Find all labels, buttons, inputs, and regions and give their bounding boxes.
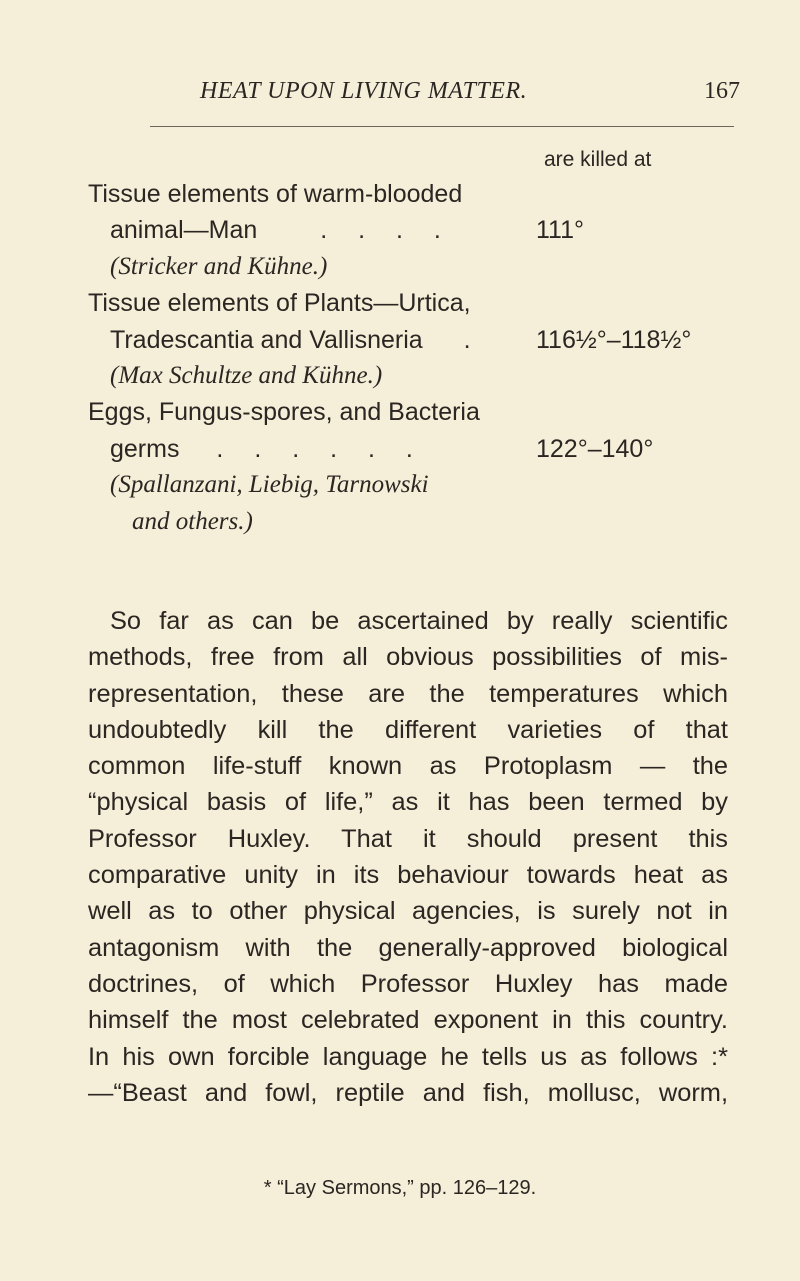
leader-dots: . . . . . . bbox=[216, 434, 425, 463]
body-line: In his own forcible language he tells us as follows :* bbox=[88, 1042, 728, 1071]
table-row-label-line: Tissue elements of warm-blooded bbox=[88, 180, 463, 208]
body-line: undoubtedly kill the different varieties of that bbox=[88, 715, 728, 744]
body-line: common life-stuff known as Protoplasm — the bbox=[88, 752, 728, 781]
table-row-authority: (Max Schultze and Kühne.) bbox=[110, 361, 383, 389]
body-line: antagonism with the generally-approved biological bbox=[88, 933, 728, 962]
body-line: “physical basis of life,” as it has been termed by bbox=[88, 788, 728, 817]
table-column-heading: are killed at bbox=[544, 148, 652, 171]
table-row-label-line: Tradescantia and Vallisneria . 116½°–118½° bbox=[88, 322, 728, 358]
table-row-label-line: Eggs, Fungus-spores, and Bacteria bbox=[88, 398, 480, 427]
table-row-authority: (Stricker and Kühne.) bbox=[110, 252, 328, 280]
body-line: well as to other physical agencies, is surely not in bbox=[88, 897, 728, 926]
temperature-table bbox=[88, 176, 728, 540]
temperature-value: 122°–140° bbox=[536, 434, 654, 463]
leader-dots: . bbox=[463, 325, 483, 354]
table-row-authority: and others.) bbox=[132, 507, 253, 535]
table-row-label-line: germs . . . . . . 122°–140° bbox=[88, 431, 728, 467]
body-line: So far as can be ascertained by really scientific bbox=[110, 607, 728, 635]
table-row-label-line: Tissue elements of Plants—Urtica, bbox=[88, 289, 471, 318]
body-line: methods, free from all obvious possibilities of mis- bbox=[88, 643, 728, 672]
table-row-label-line: animal—Man . . . . 111° bbox=[88, 212, 728, 248]
body-line: comparative unity in its behaviour towards heat as bbox=[88, 861, 728, 890]
body-line: Professor Huxley. That it should present this bbox=[88, 824, 728, 853]
body-line: —“Beast and fowl, reptile and fish, mollusc, worm, bbox=[88, 1078, 728, 1107]
body-line: doctrines, of which Professor Huxley has made bbox=[88, 969, 728, 998]
table-row-authority: (Spallanzani, Liebig, Tarnowski bbox=[110, 471, 429, 499]
temperature-value: 116½°–118½° bbox=[536, 325, 692, 354]
body-paragraph bbox=[88, 603, 728, 1111]
temperature-value: 111° bbox=[536, 216, 584, 245]
footnote: * “Lay Sermons,” pp. 126–129. bbox=[263, 1177, 537, 1199]
header-rule bbox=[150, 126, 734, 127]
body-line: representation, these are the temperatures which bbox=[88, 679, 728, 708]
running-head-title: HEAT UPON LIVING MATTER. bbox=[200, 78, 528, 104]
running-header bbox=[200, 78, 740, 112]
page-number: 167 bbox=[704, 78, 740, 104]
leader-dots: . . . . bbox=[320, 216, 453, 245]
body-line: himself the most celebrated exponent in this country. bbox=[88, 1006, 728, 1035]
